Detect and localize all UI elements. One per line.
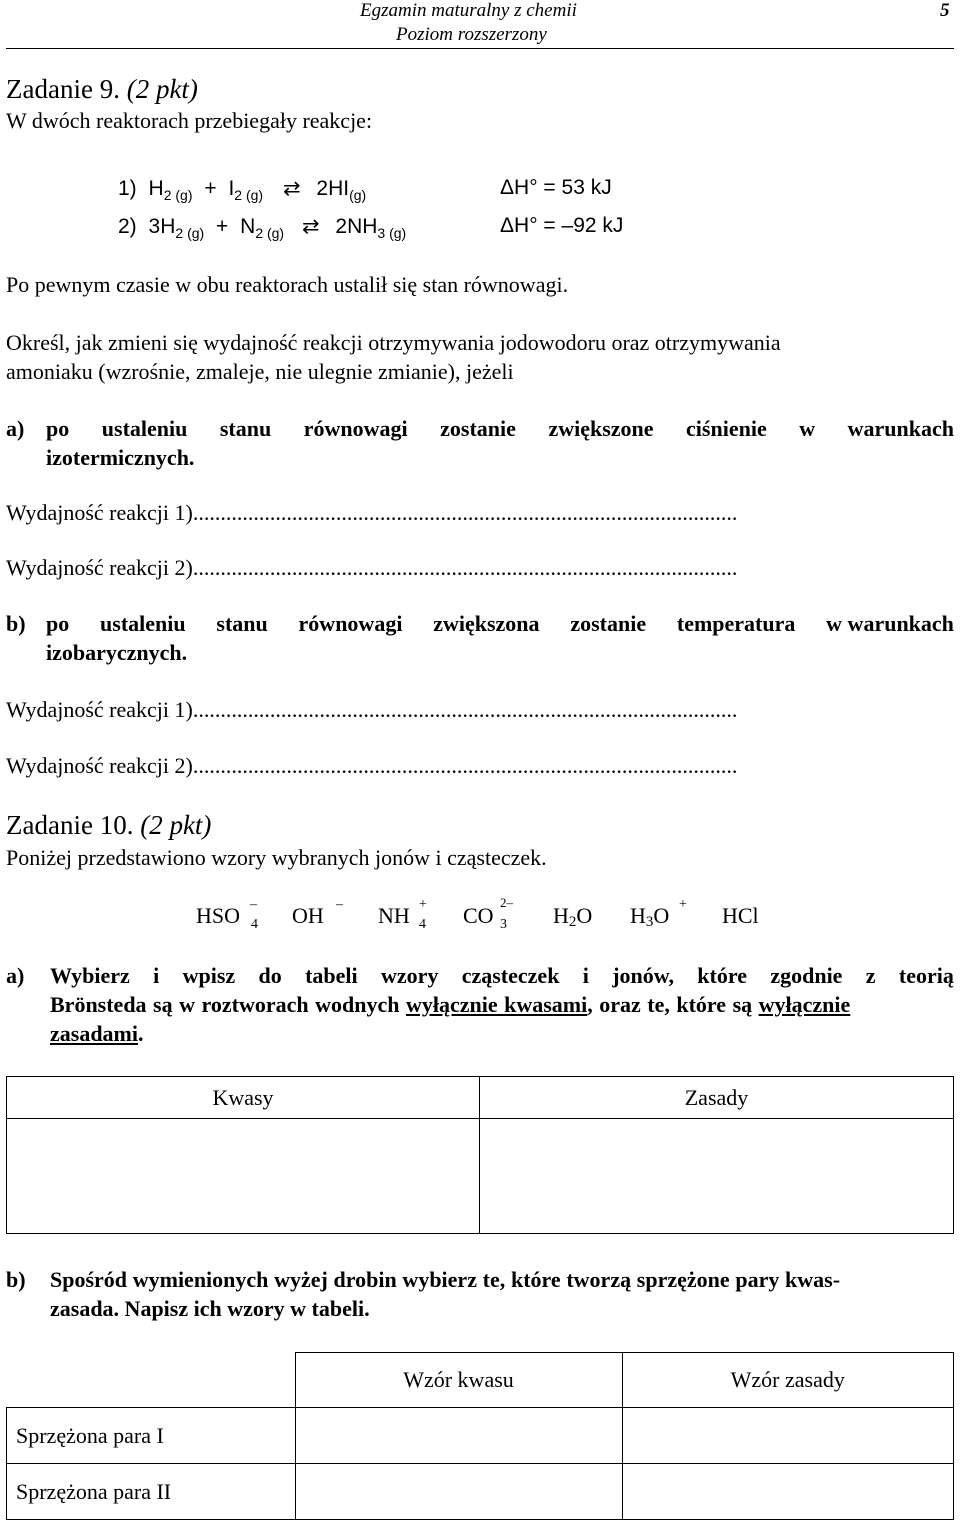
reaction-1 [118,176,366,201]
task10-part-a-line3 [50,1021,144,1047]
part-a-question [46,416,954,442]
word: i [153,963,160,988]
task9-intro: W dwóch reaktorach przebiegały reakcje: [6,108,373,133]
task10-title [6,810,211,841]
formula-base: H [630,903,646,928]
part-b-question [46,611,954,637]
reactant-2a: 3H [148,215,176,238]
formula-h3o [630,897,687,930]
formula-nh4 [378,897,427,932]
task9-question-line2: amoniaku (wzrośnie, zmaleje, nie ulegnie zmianie), jeżeli [6,359,514,384]
answer-label: Wydajność reakcji 1) [6,697,193,722]
formula-sup: + [679,897,687,912]
pair-1-acid-cell[interactable] [295,1408,622,1464]
plus-sign: + [204,177,217,200]
word: warunkach [847,416,954,441]
word: do [258,963,282,988]
word: temperatura [676,611,796,636]
word: zwiększone [548,416,654,441]
text: , oraz te, które są [587,992,759,1017]
formula-base: O [576,903,593,928]
formula-h2o [553,903,592,929]
formula-co3 [463,895,513,932]
text: Brönsteda są w roztworach wodnych [50,992,406,1017]
column-header-bases: Zasady [480,1077,954,1119]
bases-answer-cell[interactable] [480,1119,954,1234]
reaction-1-dh: H° = 53 kJ [514,176,612,199]
word: ustaleniu [100,611,186,636]
answer-label: Wydajność reakcji 2) [6,753,193,778]
product-2-sub: 3 (g) [377,225,407,241]
reaction-2-number: 2) [118,215,137,238]
formula-base: OH [292,903,324,928]
answer-dots[interactable]: ................................................................................................... [192,753,738,778]
text: . [138,1021,144,1046]
word: po [46,611,70,636]
word: cząsteczek [461,963,560,988]
task10-part-a-label: a) [6,963,25,988]
formula-sup: 2– [500,895,513,910]
emphasis-text: wyłącznie kwasami [405,992,588,1017]
task10-part-b-label: b) [6,1267,26,1292]
word: stanu [219,416,272,441]
answer-line-b2[interactable] [6,753,737,779]
word: wzory [380,963,439,988]
column-header-acids: Kwasy [7,1077,480,1119]
word: ciśnienie [686,416,767,441]
reactant-2a-sub: 2 (g) [175,225,205,241]
formula-sup: – [336,897,343,912]
word: jonów, [612,963,674,988]
reaction-1-number: 1) [118,177,137,200]
task10-points: (2 pkt) [140,810,212,840]
reactant-2b: N [240,215,256,238]
product-1: 2HI [316,177,350,200]
pair-1-base-cell[interactable] [622,1408,954,1464]
word: zwiększona [433,611,540,636]
word: w [799,416,816,441]
part-a-label: a) [6,416,25,441]
product-2: 2NH [335,215,378,238]
task10-part-a-line2 [50,992,850,1018]
pair-2-base-cell[interactable] [622,1464,954,1520]
conjugate-pairs-table [6,1352,954,1520]
formula-base: NH [378,903,410,928]
word: ustaleniu [101,416,188,441]
answer-label: Wydajność reakcji 1) [6,500,193,525]
page-number: 5 [940,0,950,21]
word: w warunkach [826,611,954,636]
formula-base: HSO [196,903,241,928]
word: teorią [898,963,954,988]
reactant-1b: I [228,177,235,200]
header-rule [6,48,954,49]
answer-dots[interactable]: ................................................................................................... [192,500,738,525]
part-b-label: b) [6,611,26,636]
reactant-1a: H [148,177,164,200]
word: które [697,963,747,988]
answer-dots[interactable]: ................................................................................................... [192,697,738,722]
word: zostanie [440,416,516,441]
word: równowagi [303,416,408,441]
column-header-acid-formula: Wzór kwasu [295,1353,622,1408]
row-header-pair-1: Sprzężona para I [7,1408,296,1464]
delta-icon: Δ [500,214,515,237]
acids-answer-cell[interactable] [7,1119,480,1234]
emphasis-text: zasadami [50,1021,138,1046]
task9-number: Zadanie 9. [6,74,120,104]
task9-question-line1: Określ, jak zmieni się wydajność reakcji otrzymywania jodowodoru oraz otrzymywania [6,330,781,355]
part-b-question-line2: izobarycznych. [46,640,188,665]
formula-sup: + [419,897,427,912]
formula-sub: 4 [419,917,426,932]
formula-base: O [653,903,670,928]
formula-sub: 3 [645,914,654,930]
task9-title [6,74,198,105]
product-1-sub: (g) [349,187,367,203]
task10-intro: Poniżej przedstawiono wzory wybranych jonów i cząsteczek. [6,845,547,870]
task10-part-b-line2: zasada. Napisz ich wzory w tabeli. [50,1296,370,1321]
reaction-2 [118,214,406,239]
delta-icon: Δ [500,176,515,199]
formula-sub: 2 [568,914,577,930]
header-level: Poziom rozszerzony [396,24,547,45]
word: zgodnie [770,963,843,988]
word: wpisz [182,963,236,988]
formula-hcl: HCl [722,903,759,928]
emphasis-text: wyłącznie [758,992,851,1017]
word: równowagi [298,611,403,636]
empty-corner-cell [7,1353,296,1408]
answer-line-b1[interactable] [6,697,737,723]
answer-dots[interactable]: ................................................................................................... [192,555,738,580]
equilibrium-arrow-icon: ⇄ [282,177,301,200]
reactant-2b-sub: 2 (g) [255,225,285,241]
reaction-1-enthalpy [500,176,612,200]
header-exam-title: Egzamin maturalny z chemii [360,0,577,21]
formula-base: H [553,903,569,928]
task10-part-a-line1 [50,963,954,989]
row-header-pair-2: Sprzężona para II [7,1464,296,1520]
task10-number: Zadanie 10. [6,810,134,840]
formula-sub: 4 [251,917,258,932]
equilibrium-arrow-icon: ⇄ [301,215,320,238]
plus-sign: + [216,215,229,238]
word: z [865,963,876,988]
word: i [582,963,589,988]
column-header-base-formula: Wzór zasady [622,1353,954,1408]
task10-part-b-line1: Spośród wymienionych wyżej drobin wybierz te, które tworzą sprzężone pary kwas- [50,1267,841,1292]
part-a-question-line2: izotermicznych. [46,445,195,470]
word: zostanie [570,611,647,636]
reaction-2-enthalpy [500,214,623,238]
word: stanu [216,611,268,636]
reactant-1a-sub: 2 (g) [163,187,193,203]
formula-sub: 3 [500,917,507,932]
reaction-2-dh: H° = –92 kJ [514,214,624,237]
formula-sup: – [250,897,257,912]
answer-line-a1[interactable] [6,500,737,526]
formula-base: CO [463,903,494,928]
answer-line-a2[interactable] [6,555,737,581]
acids-bases-table [6,1076,954,1234]
answer-label: Wydajność reakcji 2) [6,555,193,580]
formula-hso4 [196,897,258,932]
pair-2-acid-cell[interactable] [295,1464,622,1520]
word: Wybierz [50,963,130,988]
equilibrium-text: Po pewnym czasie w obu reaktorach ustalił się stan równowagi. [6,272,569,297]
task9-points: (2 pkt) [126,74,198,104]
word: tabeli [305,963,358,988]
word: po [46,416,70,441]
formula-oh [292,897,343,929]
reactant-1b-sub: 2 (g) [234,187,264,203]
